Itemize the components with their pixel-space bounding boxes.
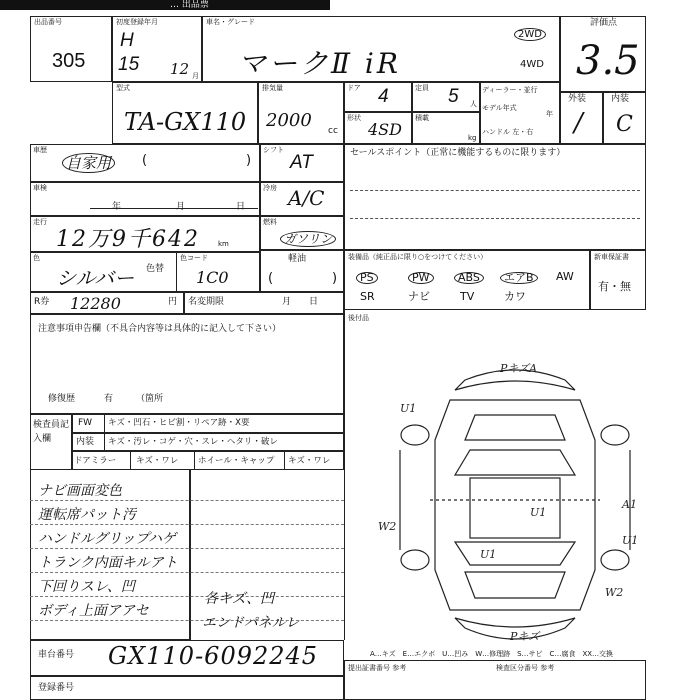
load-label: 積載	[415, 114, 429, 122]
equipment-item: PS	[356, 272, 378, 284]
diagram-label-rear: Pキズ	[510, 630, 540, 643]
drive-2wd-label: 2WD	[514, 28, 546, 41]
header-title: … 出品票	[170, 0, 209, 10]
displacement-unit: cc	[328, 126, 338, 136]
registration-label: 登録番号	[38, 683, 75, 693]
wheel-fl	[401, 425, 429, 445]
hood-panel	[465, 415, 565, 440]
car-name-value: マークⅡ iR	[238, 47, 401, 80]
exterior-label: 外装	[568, 94, 587, 104]
rear-window	[455, 542, 575, 565]
handwritten-note: ナビ画面変色	[38, 483, 122, 499]
car-name-label: 車名・グレード	[206, 18, 255, 26]
check-int-items: キズ・汚レ・コゲ・穴・スレ・ヘタリ・破レ	[108, 437, 278, 447]
lot-number: 305	[52, 50, 86, 72]
usage-paren-open: (	[142, 153, 148, 168]
shift-value: AT	[290, 152, 313, 173]
check-wheel-label: ホイール・キャップ	[198, 456, 275, 466]
first-reg-year: 15	[118, 54, 140, 75]
displacement-label: 排気量	[262, 84, 283, 92]
car-outline	[435, 400, 595, 610]
handwritten-note: ボディ上面アアセ	[38, 603, 149, 619]
shape-value: 4SD	[368, 120, 402, 139]
handwritten-note: ハンドルグリップハゲ	[38, 531, 177, 547]
inspection-strike	[90, 208, 258, 209]
check-divider-3	[194, 451, 195, 470]
notes-label: 注意事項申告欄（不具合内容等は具体的に記入して下さい）	[38, 324, 282, 334]
handwritten-note: 下回りスレ、凹	[38, 579, 135, 595]
diagram-label-a1: A1	[622, 498, 637, 511]
diagram-label-u1-d: U1	[480, 548, 497, 561]
check-divider-2	[130, 451, 131, 470]
lot-label: 出品番号	[34, 18, 62, 26]
load-unit: kg	[468, 134, 477, 142]
handle-label: ハンドル 左・右	[482, 128, 534, 136]
equipment-item: AW	[556, 270, 574, 283]
color-code-value: 1C0	[196, 268, 229, 287]
color-code-label: 色コード	[180, 254, 208, 262]
registration-box	[30, 676, 344, 700]
model-label: 型式	[116, 84, 130, 92]
handwritten-note: 運転席パット汚	[38, 507, 136, 523]
car-diagram	[370, 360, 660, 650]
sales-point-label: セールスポイント（正常に機能するものに限ります）	[350, 148, 566, 158]
usage-value: 自家用	[62, 153, 115, 173]
model-year-unit: 年	[546, 110, 553, 118]
diagram-label-front: PキズA	[500, 362, 538, 375]
recycle-value: 12280	[70, 294, 121, 313]
shift-label: シフト	[263, 146, 284, 154]
inspection-label: 車検	[33, 184, 47, 192]
hw-right-1: 各キズ、凹	[204, 591, 275, 607]
handwritten-note: トランク内面キルアト	[38, 555, 178, 571]
equipment-item: ABS	[454, 272, 484, 284]
color-value: シルバー	[56, 266, 135, 290]
first-reg-month-unit: 月	[192, 72, 199, 80]
equipment-item: TV	[460, 290, 475, 303]
warranty-options: 有・無	[598, 280, 631, 293]
fuel-label: 燃料	[263, 218, 277, 226]
chassis-label: 車台番号	[38, 650, 75, 660]
equipment-item: PW	[408, 272, 434, 284]
inspection-box	[30, 182, 260, 216]
shape-label: 形状	[347, 114, 361, 122]
assess-label: 検査区分番号 参考	[496, 664, 555, 672]
usage-paren-close: )	[246, 153, 252, 168]
note-line	[30, 596, 344, 597]
recycle-label: R券	[34, 297, 50, 307]
legend: A…キズ E…エクボ U…凹み W…修理跡 S…サビ C…腐食 XX…交換	[370, 650, 614, 658]
model-value: TA-GX110	[124, 108, 247, 136]
color-change-label: 色替	[146, 264, 165, 274]
seats-value: 5	[448, 86, 459, 107]
color-divider	[176, 252, 177, 292]
diagram-label-u1-b: U1	[622, 534, 639, 547]
equipment-label: 装備品（純正品に限り○をつけてください）	[348, 253, 488, 261]
inspection-day: 日	[236, 202, 246, 212]
equipment-item: SR	[360, 290, 375, 303]
interior-value: C	[616, 112, 633, 137]
usage-label: 車歴	[33, 146, 47, 154]
displacement-value: 2000	[266, 110, 312, 131]
wheel-fr	[601, 425, 629, 445]
hw-right-2: エンドパネルレ	[202, 615, 300, 631]
seats-label: 定員	[415, 84, 429, 92]
repair-location: （箇所	[136, 394, 164, 404]
notes-mid-line	[190, 470, 191, 640]
fuel-value: ガソリン	[280, 231, 336, 247]
aftermarket-label: 後付品	[348, 314, 369, 322]
doors-label: ドア	[347, 84, 361, 92]
equipment-item: ナビ	[408, 290, 430, 303]
mileage-label: 走行	[33, 218, 47, 226]
first-reg-era: H	[120, 30, 134, 51]
trunk-panel	[465, 572, 565, 598]
diagram-label-u1-c: U1	[530, 506, 547, 519]
roof-panel	[470, 478, 560, 538]
note-line	[30, 572, 344, 573]
equipment-item: エアB	[500, 272, 538, 284]
sales-line-1	[350, 190, 640, 191]
recycle-unit: 円	[168, 297, 178, 307]
form-right-edge	[344, 310, 345, 640]
inspector-label: 検査員記入欄	[33, 420, 70, 444]
drive-2wd	[514, 30, 546, 40]
first-reg-label: 初度登録年月	[116, 18, 158, 26]
diagram-label-w2-b: W2	[605, 586, 624, 599]
repair-value: 有	[104, 394, 114, 404]
check-divider-1	[104, 414, 105, 451]
first-reg-month: 12	[170, 60, 190, 78]
repair-label: 修復歴	[48, 394, 76, 404]
mileage-value: 12万9千642	[56, 227, 200, 252]
note-line	[30, 548, 344, 549]
oil-paren-close: )	[332, 271, 338, 286]
check-fw-items: キズ・凹石・ヒビ割・リペア跡・X要	[108, 418, 250, 428]
usage-value-wrap	[62, 152, 115, 173]
check-wheel-items: キズ・ワレ	[288, 456, 331, 466]
oil-paren-open: (	[268, 271, 274, 286]
submission-label: 提出証書番号 参考	[348, 664, 407, 672]
chassis-value: GX110-6092245	[108, 642, 319, 670]
name-change-unit: 月日	[282, 297, 337, 307]
score-label: 評価点	[590, 18, 618, 28]
name-change-label: 名変期限	[188, 297, 225, 307]
color-label: 色	[33, 254, 40, 262]
interior-label: 内装	[611, 94, 630, 104]
note-line	[30, 524, 344, 525]
check-fw-label: FW	[78, 418, 93, 428]
oil-label: 軽油	[288, 254, 307, 264]
ac-value: A/C	[288, 186, 325, 210]
score-value: 3.5	[576, 38, 640, 84]
warranty-label: 新車保証書	[594, 253, 629, 261]
sales-point-box	[344, 144, 646, 250]
check-divider-4	[284, 451, 285, 470]
diagram-label-w2-a: W2	[378, 520, 397, 533]
inspection-year: 年	[112, 202, 122, 212]
drive-4wd-label: 4WD	[520, 59, 544, 70]
doors-value: 4	[378, 86, 389, 107]
sales-line-2	[350, 218, 640, 219]
note-line	[30, 500, 344, 501]
seats-unit: 人	[470, 100, 477, 108]
model-year-label: モデル年式	[482, 104, 517, 112]
fuel-value-wrap	[280, 230, 336, 247]
mileage-unit: km	[218, 240, 229, 248]
wheel-rr	[601, 550, 629, 570]
exterior-value: /	[574, 108, 583, 138]
check-int-label: 内装	[76, 437, 95, 447]
diagram-label-u1-a: U1	[400, 402, 417, 415]
check-mirror-items: キズ・ワレ	[136, 456, 179, 466]
windshield	[455, 450, 575, 475]
wheel-rl	[401, 550, 429, 570]
equipment-item: カワ	[504, 290, 526, 303]
check-mirror-label: ドアミラー	[74, 456, 117, 466]
ac-label: 冷房	[263, 184, 277, 192]
inspection-month: 月	[176, 202, 186, 212]
header-bar	[0, 0, 330, 10]
dealer-label: ディーラー・並行	[482, 86, 538, 94]
